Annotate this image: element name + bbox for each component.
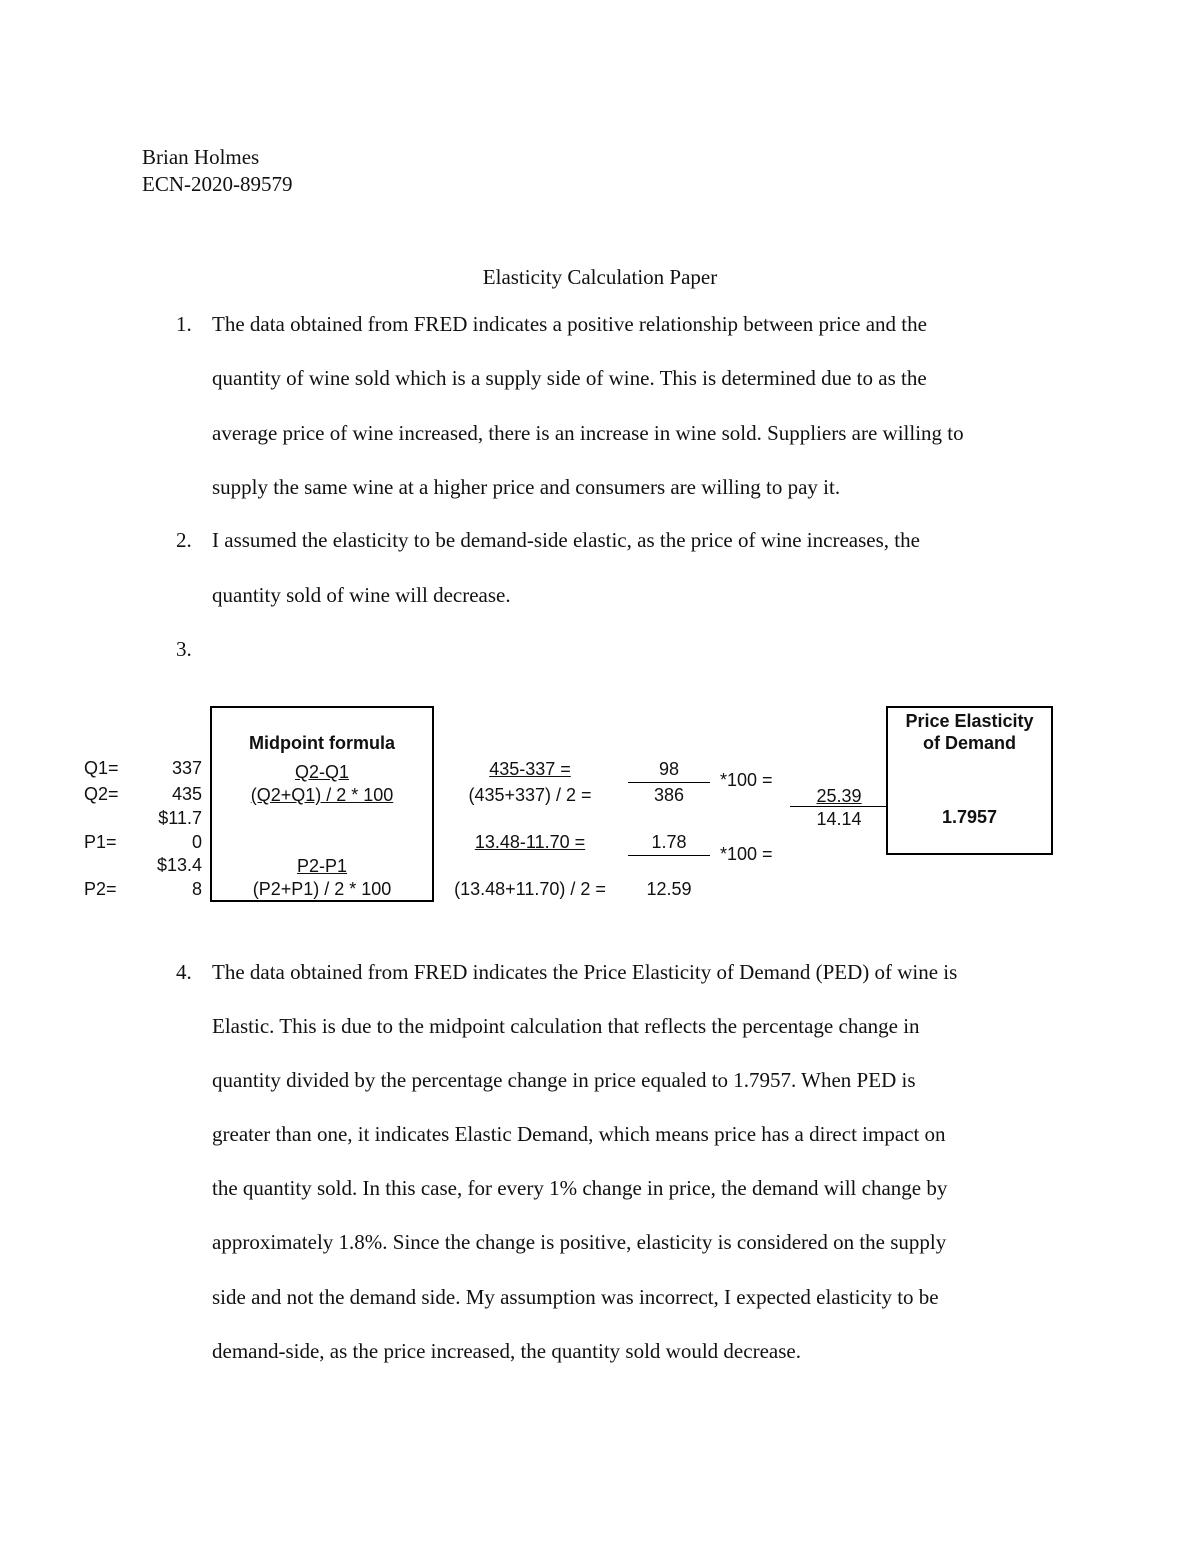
q-work-denominator: (435+337) / 2 =: [468, 785, 592, 805]
price-elasticity-heading-line-2: of Demand: [922, 733, 1016, 753]
item-4-line-5: the quantity sold. In this case, for every 1% change in price, the demand will change by: [212, 1176, 948, 1200]
label-p1: P1=: [84, 832, 117, 852]
value-p1-part-2: 0: [191, 832, 202, 852]
price-elasticity-value: 1.7957: [941, 807, 998, 827]
course-code: ECN-2020-89579: [142, 172, 293, 196]
p-fraction-bar: [628, 855, 710, 856]
item-4-line-8: demand-side, as the price increased, the quantity sold would decrease.: [212, 1339, 801, 1363]
q-work-average: 386: [653, 785, 685, 805]
label-q1: Q1=: [84, 758, 119, 778]
formula-p-denominator: (P2+P1) / 2 * 100: [252, 879, 392, 899]
item-4-line-1: The data obtained from FRED indicates the Price Elasticity of Demand (PED) of wine is: [212, 960, 958, 984]
label-q2: Q2=: [84, 784, 119, 804]
formula-q-denominator: (Q2+Q1) / 2 * 100: [250, 785, 394, 805]
q-work-times-100: *100 =: [720, 770, 773, 790]
p-work-times-100: *100 =: [720, 844, 773, 864]
formula-p-numerator: P2-P1: [296, 856, 348, 876]
price-elasticity-heading-line-1: Price Elasticity: [905, 711, 1034, 731]
item-4-line-4: greater than one, it indicates Elastic Demand, which means price has a direct impact on: [212, 1122, 946, 1146]
value-q1: 337: [171, 758, 202, 778]
midpoint-formula-heading: Midpoint formula: [249, 733, 395, 753]
item-1-line-4: supply the same wine at a higher price and consumers are willing to pay it.: [212, 475, 841, 499]
q-work-difference: 98: [658, 759, 680, 779]
value-q2: 435: [171, 784, 202, 804]
item-1-line-3: average price of wine increased, there is an increase in wine sold. Suppliers are willing to: [212, 421, 964, 445]
ratio-denominator: 14.14: [816, 809, 862, 829]
item-4-number: 4.: [176, 960, 192, 984]
value-p2-part-2: 8: [191, 879, 202, 899]
item-4-line-3: quantity divided by the percentage change in price equaled to 1.7957. When PED is: [212, 1068, 916, 1092]
item-2-line-1: I assumed the elasticity to be demand-side elastic, as the price of wine increases, the: [212, 528, 920, 552]
item-4-line-2: Elastic. This is due to the midpoint calculation that reflects the percentage change in: [212, 1014, 920, 1038]
p-work-denominator: (13.48+11.70) / 2 =: [454, 879, 606, 899]
item-3-number: 3.: [176, 637, 192, 661]
item-1-number: 1.: [176, 312, 192, 336]
label-p2: P2=: [84, 879, 117, 899]
value-p2-part-1: $13.4: [156, 855, 202, 875]
item-1-line-1: The data obtained from FRED indicates a positive relationship between price and the: [212, 312, 927, 336]
q-fraction-bar: [628, 782, 710, 783]
p-work-average: 12.59: [646, 879, 692, 899]
p-work-difference: 1.78: [651, 832, 687, 852]
p-work-numerator: 13.48-11.70 =: [474, 832, 586, 852]
q-work-numerator: 435-337 =: [489, 759, 571, 779]
ratio-numerator: 25.39: [816, 786, 862, 806]
item-4-line-7: side and not the demand side. My assumption was incorrect, I expected elasticity to be: [212, 1285, 939, 1309]
item-4-line-6: approximately 1.8%. Since the change is positive, elasticity is considered on the supply: [212, 1230, 947, 1254]
formula-q-numerator: Q2-Q1: [294, 762, 350, 782]
item-2-line-2: quantity sold of wine will decrease.: [212, 583, 511, 607]
value-p1-part-1: $11.7: [158, 808, 202, 828]
page-title: Elasticity Calculation Paper: [482, 265, 718, 289]
author-name: Brian Holmes: [142, 145, 260, 169]
item-1-line-2: quantity of wine sold which is a supply side of wine. This is determined due to as the: [212, 366, 927, 390]
ratio-fraction-bar: [790, 806, 888, 807]
item-2-number: 2.: [176, 528, 192, 552]
